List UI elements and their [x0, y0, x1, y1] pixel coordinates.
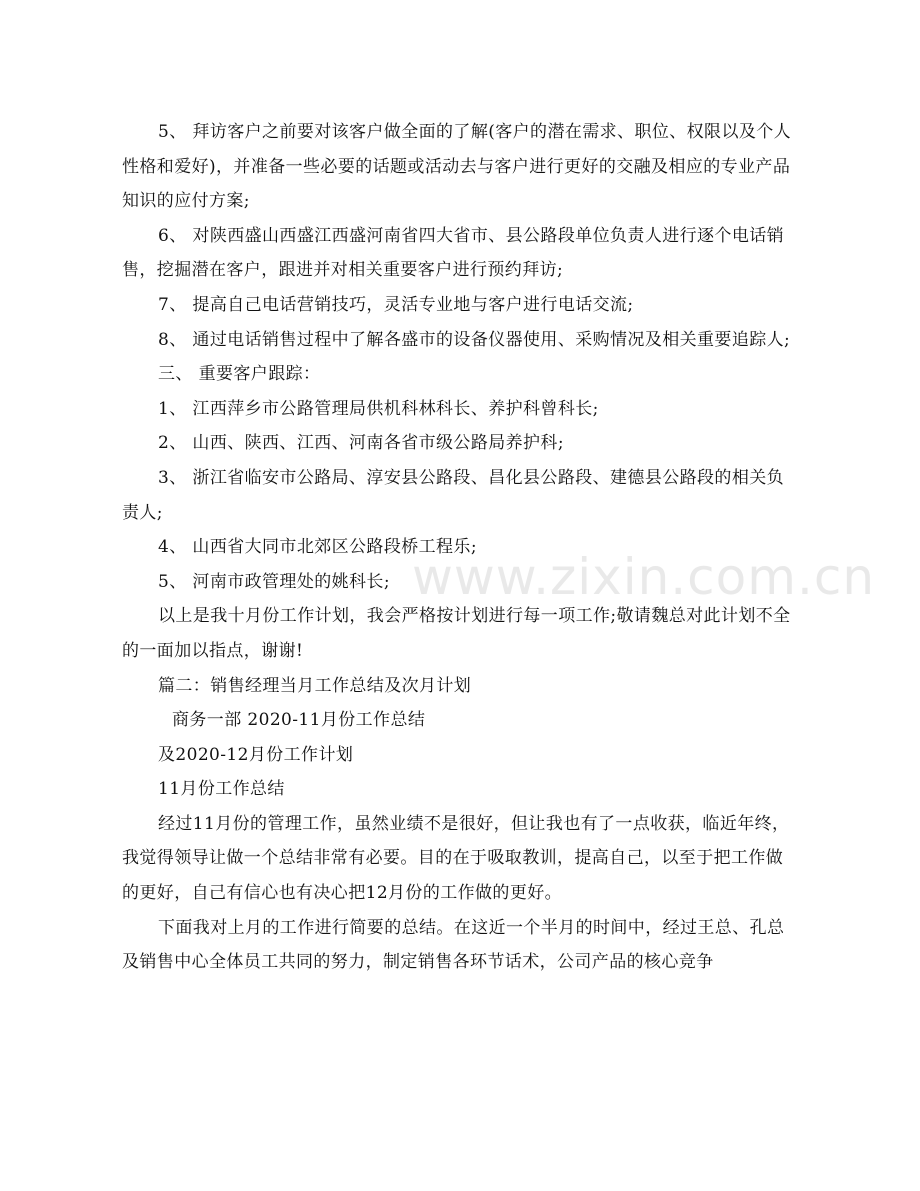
november-summary-heading: 11月份工作总结 [158, 779, 285, 800]
plan-title: 及2020-12月份工作计划 [158, 744, 354, 765]
client-item-4: 4、 山西省大同市北郊区公路段桥工程乐; [158, 537, 477, 558]
paragraph-item-8-tracking: 8、 通过电话销售过程中了解各盛市的设备仪器使用、采购情况及相关重要追踪人; [158, 329, 791, 350]
document-body [122, 115, 798, 980]
closing-paragraph: 以上是我十月份工作计划，我会严格按计划进行每一项工作;敬请魏总对此计划不全的一面加以指点，谢谢! [122, 606, 791, 661]
summary-paragraph-2: 下面我对上月的工作进行简要的总结。在这近一个半月的时间中，经过王总、孔总及销售中心全体员工共同的努力，制定销售各环节话术，公司产品的核心竞争 [122, 917, 785, 973]
department-summary-title: 商务一部 2020-11月份工作总结 [172, 710, 426, 731]
summary-paragraph-1: 经过11月份的管理工作，虽然业绩不是很好，但让我也有了一点收获，临近年终，我觉得领导让做一个总结非常有必要。目的在于吸取教训，提高自己，以至于把工作做的更好，自己有信心也有决心把12月份的工作做的更好。 [122, 813, 790, 904]
paragraph-item-5-client-visit: 5、 拜访客户之前要对该客户做全面的了解(客户的潜在需求、职位、权限以及个人性格和爱好)，并准备一些必要的话题或活动去与客户进行更好的交融及相应的专业产品知识的应付方案; [122, 122, 792, 212]
watermark-text: www.zixin.com.cn [412, 548, 876, 606]
client-item-2: 2、 山西、陕西、江西、河南各省市级公路局养护科; [158, 433, 564, 454]
paragraph-item-7-phone-skills: 7、 提高自己电话营销技巧，灵活专业地与客户进行电话交流; [158, 294, 634, 315]
client-item-1: 1、 江西萍乡市公路管理局供机科林科长、养护科曾科长; [158, 398, 599, 419]
client-item-5: 5、 河南市政管理处的姚科长; [158, 571, 390, 592]
section-heading-key-clients: 三、 重要客户跟踪： [158, 364, 321, 385]
chapter-two-title: 篇二：销售经理当月工作总结及次月计划 [158, 675, 472, 696]
paragraph-item-6-phone-sales: 6、 对陕西盛山西盛江西盛河南省四大省市、县公路段单位负责人进行逐个电话销售，挖掘潜在客户，跟进并对相关重要客户进行预约拜访; [122, 225, 785, 281]
client-item-3: 3、 浙江省临安市公路局、淳安县公路段、昌化县公路段、建德县公路段的相关负责人; [122, 467, 785, 523]
